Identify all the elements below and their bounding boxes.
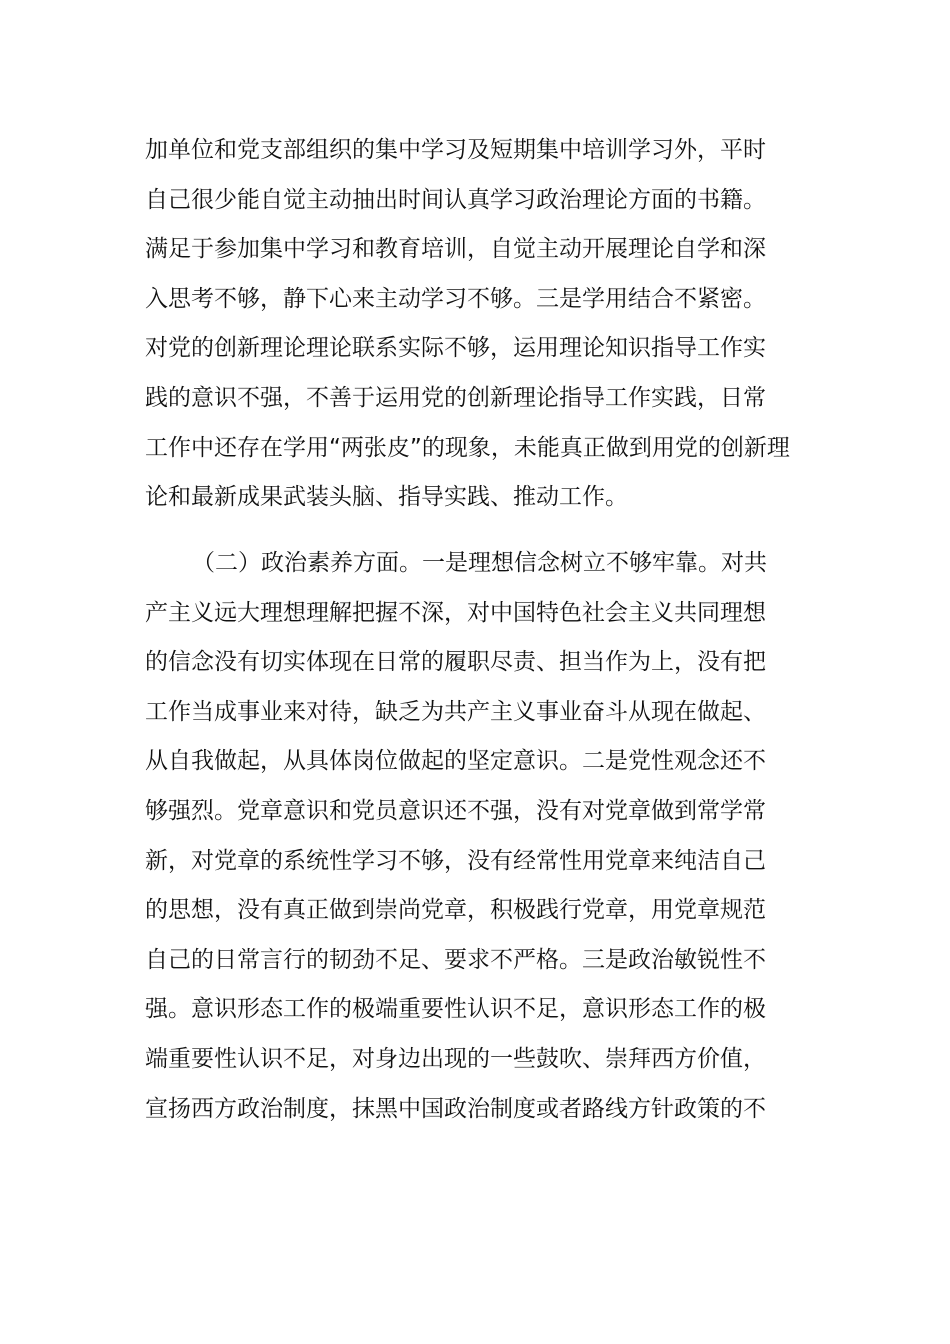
text-line: 对党的创新理论理论联系实际不够，运用理论知识指导工作实	[145, 335, 766, 361]
text-line: 自己的日常言行的韧劲不足、要求不严格。三是政治敏锐性不	[145, 947, 766, 973]
text-line: 强。意识形态工作的极端重要性认识不足，意识形态工作的极	[145, 996, 766, 1022]
text-line: 满足于参加集中学习和教育培训，自觉主动开展理论自学和深	[145, 236, 766, 262]
text-line: 产主义远大理想理解把握不深，对中国特色社会主义共同理想	[145, 600, 766, 626]
text-line: 论和最新成果武装头脑、指导实践、推动工作。	[145, 484, 628, 510]
text-line: 加单位和党支部组织的集中学习及短期集中培训学习外，平时	[145, 137, 766, 163]
text-line: 的思想，没有真正做到崇尚党章，积极践行党章，用党章规范	[145, 897, 766, 923]
text-line: 工作中还存在学用“两张皮”的现象，未能真正做到用党的创新理	[145, 435, 790, 461]
text-line: 自己很少能自觉主动抽出时间认真学习政治理论方面的书籍。	[145, 187, 766, 213]
text-line: 工作当成事业来对待，缺乏为共产主义事业奋斗从现在做起、	[145, 699, 766, 725]
text-line: 的信念没有切实体现在日常的履职尽责、担当作为上，没有把	[145, 649, 766, 675]
text-line: 新，对党章的系统性学习不够，没有经常性用党章来纯洁自己	[145, 848, 766, 874]
text-line: 从自我做起，从具体岗位做起的坚定意识。二是党性观念还不	[145, 748, 766, 774]
paragraph-start-line: （二）政治素养方面。一是理想信念树立不够牢靠。对共	[192, 550, 767, 576]
text-line: 入思考不够，静下心来主动学习不够。三是学用结合不紧密。	[145, 286, 766, 312]
text-line: 践的意识不强，不善于运用党的创新理论指导工作实践，日常	[145, 385, 766, 411]
text-line: 宣扬西方政治制度，抹黑中国政治制度或者路线方针政策的不	[145, 1096, 766, 1122]
text-line: 端重要性认识不足，对身边出现的一些鼓吹、崇拜西方价值，	[145, 1046, 766, 1072]
text-line: 够强烈。党章意识和党员意识还不强，没有对党章做到常学常	[145, 798, 766, 824]
